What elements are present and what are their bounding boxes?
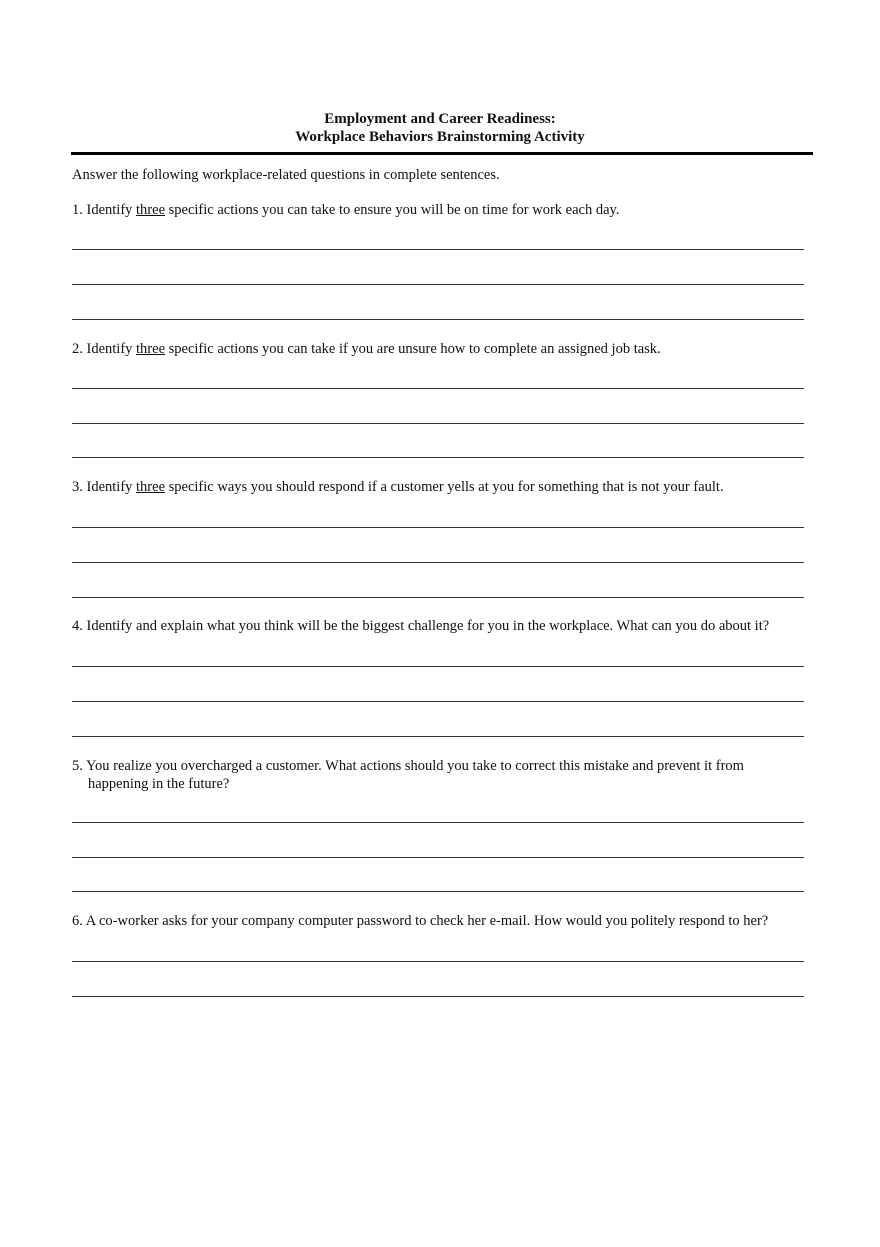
- answer-line-3c[interactable]: [72, 597, 804, 598]
- question-1: [72, 201, 812, 219]
- answer-line-6b[interactable]: [72, 996, 804, 997]
- question-text-pre: Identify: [86, 479, 137, 495]
- title-line-1: Employment and Career Readiness:: [324, 111, 556, 127]
- question-text-post: specific actions you can take if you are unsure how to complete an assigned job task.: [165, 341, 661, 357]
- question-text: You realize you overcharged a customer. What actions should you take to correct this mistake and prevent it from: [85, 758, 744, 774]
- answer-line-1c[interactable]: [72, 319, 804, 320]
- question-2: [72, 340, 812, 358]
- answer-line-5c[interactable]: [72, 891, 804, 892]
- question-emphasis: three: [136, 341, 166, 357]
- question-text-continued: happening in the future?: [88, 776, 230, 792]
- answer-line-4a[interactable]: [72, 666, 804, 667]
- question-number: 5.: [72, 758, 83, 774]
- answer-line-5b[interactable]: [72, 857, 804, 858]
- question-number: 3.: [72, 479, 83, 495]
- instructions: Answer the following workplace-related questions in complete sentences.: [72, 167, 500, 183]
- answer-line-4c[interactable]: [72, 736, 804, 737]
- answer-line-2a[interactable]: [72, 388, 804, 389]
- question-text-pre: Identify: [86, 202, 137, 218]
- question-5: [72, 757, 812, 793]
- question-number: 1.: [72, 202, 83, 218]
- title-divider: [71, 152, 813, 155]
- question-emphasis: three: [136, 202, 166, 218]
- worksheet-title: [0, 110, 880, 146]
- question-text: Identify and explain what you think will be the biggest challenge for you in the workplace. What can you do about it?: [86, 618, 770, 634]
- question-number: 4.: [72, 618, 83, 634]
- question-4: [72, 617, 812, 635]
- answer-line-6a[interactable]: [72, 961, 804, 962]
- question-text-pre: Identify: [86, 341, 137, 357]
- question-number: 6.: [72, 913, 83, 929]
- question-text-post: specific ways you should respond if a customer yells at you for something that is not your fault.: [165, 479, 724, 495]
- answer-line-2b[interactable]: [72, 423, 804, 424]
- question-number: 2.: [72, 341, 83, 357]
- question-text: A co-worker asks for your company computer password to check her e-mail. How would you politely respond to her?: [85, 913, 769, 929]
- answer-line-3b[interactable]: [72, 562, 804, 563]
- question-emphasis: three: [136, 479, 166, 495]
- answer-line-1a[interactable]: [72, 249, 804, 250]
- title-line-2: Workplace Behaviors Brainstorming Activity: [295, 129, 585, 145]
- answer-line-1b[interactable]: [72, 284, 804, 285]
- answer-line-3a[interactable]: [72, 527, 804, 528]
- question-text-post: specific actions you can take to ensure you will be on time for work each day.: [165, 202, 620, 218]
- answer-line-2c[interactable]: [72, 457, 804, 458]
- answer-line-5a[interactable]: [72, 822, 804, 823]
- question-6: [72, 912, 812, 930]
- answer-line-4b[interactable]: [72, 701, 804, 702]
- question-3: [72, 478, 812, 496]
